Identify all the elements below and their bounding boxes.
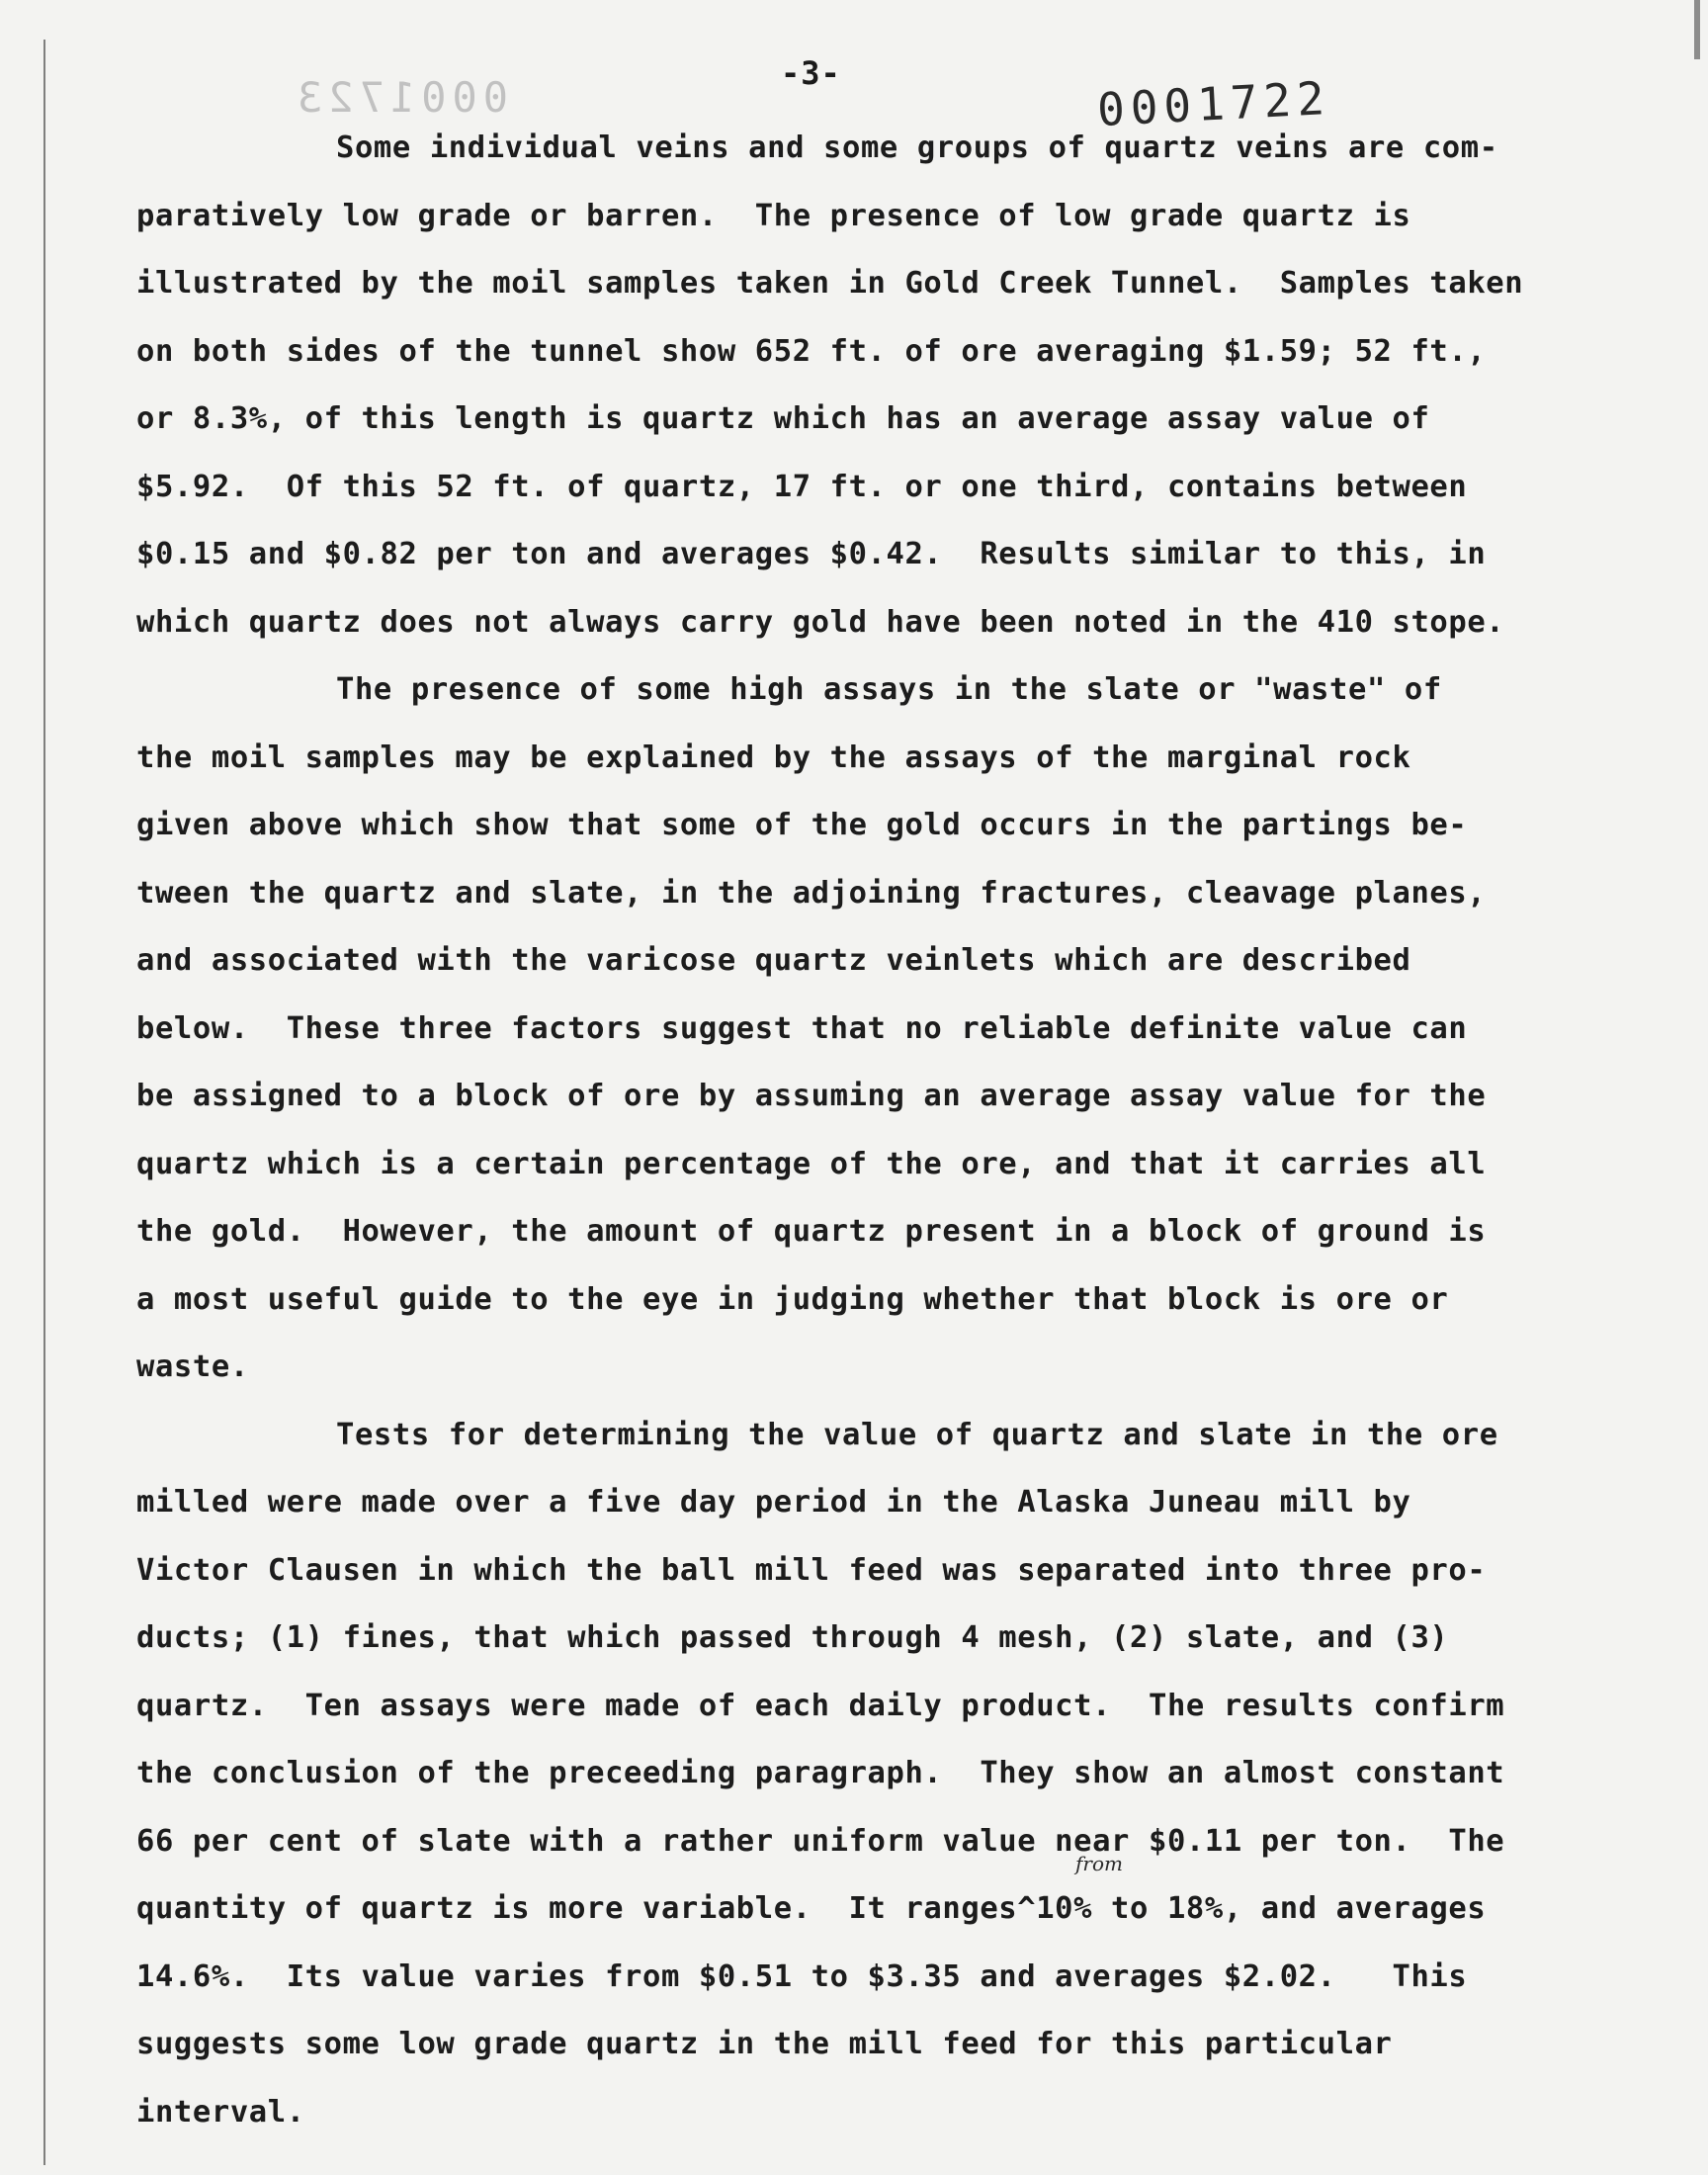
text-line: 14.6%. Its value varies from $0.51 to $3.35 and averages $2.02. This <box>136 1958 1468 1994</box>
text-line: or 8.3%, of this length is quartz which has an average assay value of <box>136 401 1430 436</box>
text-line: the moil samples may be explained by the assays of the marginal rock <box>136 740 1411 775</box>
text-line: the conclusion of the preceeding paragraph. They show an almost constant <box>136 1756 1505 1790</box>
text-line: interval. <box>136 2094 305 2130</box>
text-line: Victor Clausen in which the ball mill feed was separated into three pro- <box>136 1552 1487 1588</box>
handwritten-insert-from: from <box>1075 1852 1123 1875</box>
text-line: milled were made over a five day period in the Alaska Juneau mill by <box>136 1485 1411 1520</box>
page-number: -3- <box>781 54 841 92</box>
document-body <box>136 115 1649 2146</box>
text-line: waste. <box>136 1349 249 1384</box>
text-line: be assigned to a block of ore by assuming an average assay value for the <box>136 1079 1487 1113</box>
text-line: 66 per cent of slate with a rather uniform value near $0.11 per ton. The <box>136 1823 1505 1859</box>
text-line: quartz. Ten assays were made of each daily product. The results confirm <box>136 1688 1505 1723</box>
text-line: on both sides of the tunnel show 652 ft. of ore averaging $1.59; 52 ft., <box>136 333 1487 369</box>
text-line: the gold. However, the amount of quartz present in a block of ground is <box>136 1214 1487 1249</box>
text-line: Some individual veins and some groups of quartz veins are com- <box>336 130 1498 165</box>
text-line: quartz which is a certain percentage of the ore, and that it carries all <box>136 1146 1487 1181</box>
text-line: Tests for determining the value of quartz and slate in the ore <box>336 1417 1498 1452</box>
text-line: paratively low grade or barren. The presence of low grade quartz is <box>136 198 1411 233</box>
text-line: $0.15 and $0.82 per ton and averages $0.42. Results similar to this, in <box>136 537 1487 571</box>
text-line: below. These three factors suggest that no reliable definite value can <box>136 1010 1468 1046</box>
text-line: a most useful guide to the eye in judging whether that block is ore or <box>136 1281 1449 1317</box>
text-line: and associated with the varicose quartz veinlets which are described <box>136 943 1411 978</box>
text-line: $5.92. Of this 52 ft. of quartz, 17 ft. or one third, contains between <box>136 469 1468 504</box>
left-margin-rule <box>43 40 45 2165</box>
text-line: tween the quartz and slate, in the adjoining fractures, cleavage planes, <box>136 875 1487 911</box>
text-line: ducts; (1) fines, that which passed through 4 mesh, (2) slate, and (3) <box>136 1620 1449 1655</box>
document-number-stamp: 0001722 <box>1095 70 1332 137</box>
text-line: illustrated by the moil samples taken in Gold Creek Tunnel. Samples taken <box>136 266 1524 301</box>
text-line: given above which show that some of the gold occurs in the partings be- <box>136 808 1468 842</box>
text-line: The presence of some high assays in the slate or "waste" of <box>336 672 1442 707</box>
bleed-through-stamp: 0001723 <box>292 73 509 122</box>
text-line: quantity of quartz is more variable. It ranges^10% to 18%, and averages <box>136 1891 1487 1926</box>
page-edge-shadow <box>1694 0 1700 59</box>
text-line: which quartz does not always carry gold have been noted in the 410 stope. <box>136 604 1505 640</box>
text-line: suggests some low grade quartz in the mill feed for this particular <box>136 2027 1393 2061</box>
